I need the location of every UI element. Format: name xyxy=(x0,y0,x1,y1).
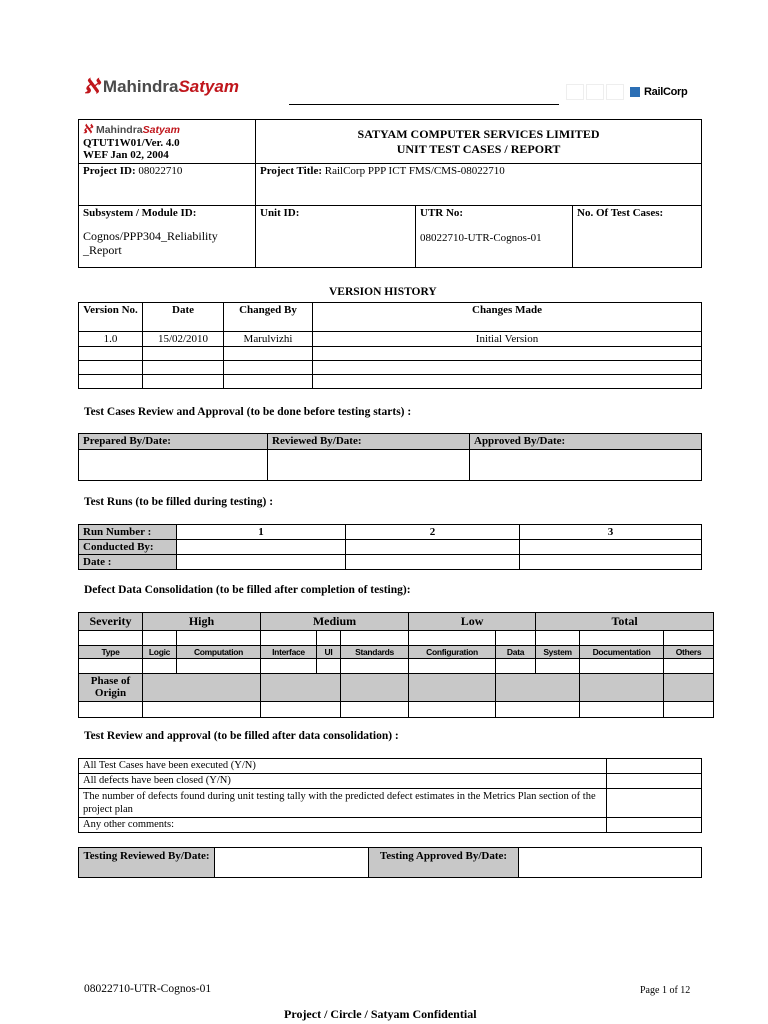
table-row xyxy=(79,347,702,361)
table-row: 1.0 15/02/2010 Marulvizhi Initial Version xyxy=(79,332,702,347)
project-title: RailCorp PPP ICT FMS/CMS-08022710 xyxy=(324,165,505,177)
signoff-table xyxy=(78,847,702,878)
test-review-title: Test Review and approval (to be filled after data consolidation) : xyxy=(84,730,399,742)
version-history-table: Version No. Date Changed By Changes Made 1.0 15/02/2010 Marulvizhi Initial Version xyxy=(78,302,702,389)
header-rule xyxy=(289,104,559,105)
railcorp-logo xyxy=(566,84,687,100)
table-row xyxy=(79,375,702,389)
version-history-title: VERSION HISTORY xyxy=(329,286,437,298)
utr-value: 08022710-UTR-Cognos-01 xyxy=(420,232,542,244)
railcorp-name: RailCorp xyxy=(644,86,688,98)
mahindra-satyam-logo xyxy=(84,74,239,99)
footer-page-number: Page 1 of 12 xyxy=(640,985,691,996)
testing-reviewed-label: Testing Reviewed By/Date: xyxy=(79,848,215,878)
footer-doc-id: 08022710-UTR-Cognos-01 xyxy=(84,983,212,995)
test-runs-title: Test Runs (to be filled during testing) : xyxy=(84,496,274,508)
review-approval-title: Test Cases Review and Approval (to be done before testing starts) : xyxy=(84,406,412,418)
footer-confidential: Project / Circle / Satyam Confidential xyxy=(284,1007,477,1021)
company-name: SATYAM COMPUTER SERVICES LIMITED xyxy=(357,126,600,141)
doc-code: QTUT1W01/Ver. 4.0 xyxy=(83,137,180,149)
test-runs-table: Run Number : 1 2 3 Conducted By: Date : xyxy=(78,524,702,570)
doc-wef: WEF Jan 02, 2004 xyxy=(83,149,169,161)
brand-satyam: Satyam xyxy=(178,76,239,96)
table-row xyxy=(79,361,702,375)
project-id: 08022710 xyxy=(138,165,183,177)
defect-data-title: Defect Data Consolidation (to be filled after completion of testing): xyxy=(84,584,411,596)
doc-title: UNIT TEST CASES / REPORT xyxy=(396,141,561,156)
railcorp-emblem-icon xyxy=(630,87,640,97)
defect-data-table: Severity High Medium Low Total Type Logic Computation Interface UI Standards Configuration Data System Documentation Others Phase of Origin xyxy=(78,612,714,718)
test-review-table: All Test Cases have been executed (Y/N) All defects have been closed (Y/N) The number of defects found during unit testing tally with the predicted defect estimates in the Metrics Plan section of the project plan Any other comments: xyxy=(78,758,702,833)
review-approval-table: Prepared By/Date: Reviewed By/Date: Approved By/Date: xyxy=(78,433,702,481)
testing-approved-label: Testing Approved By/Date: xyxy=(369,848,519,878)
document-header-table: ℵ Mahindra Satyam QTUT1W01/Ver. 4.0 WEF Jan 02, 2004 SATYAM COMPUTER SERVICES LIMITED UNIT TEST CASES / REPORT Project ID: 08022710 Project Title: RailCorp PPP ICT FMS/CMS-08022710 Subsystem / Module ID: Cognos/PPP304_Reliability _Report Unit ID: UTR No: 08022710-UTR-Cognos-01 No. Of Test Cases: xyxy=(78,119,702,268)
mini-logo: ℵ Mahindra Satyam xyxy=(83,122,180,136)
satyam-swirl-icon: ℵ xyxy=(84,76,99,98)
brand-mahindra: Mahindra xyxy=(102,76,179,96)
mini-swirl-icon: ℵ xyxy=(83,122,92,136)
subsystem-value: Cognos/PPP304_Reliability _Report xyxy=(83,229,218,257)
